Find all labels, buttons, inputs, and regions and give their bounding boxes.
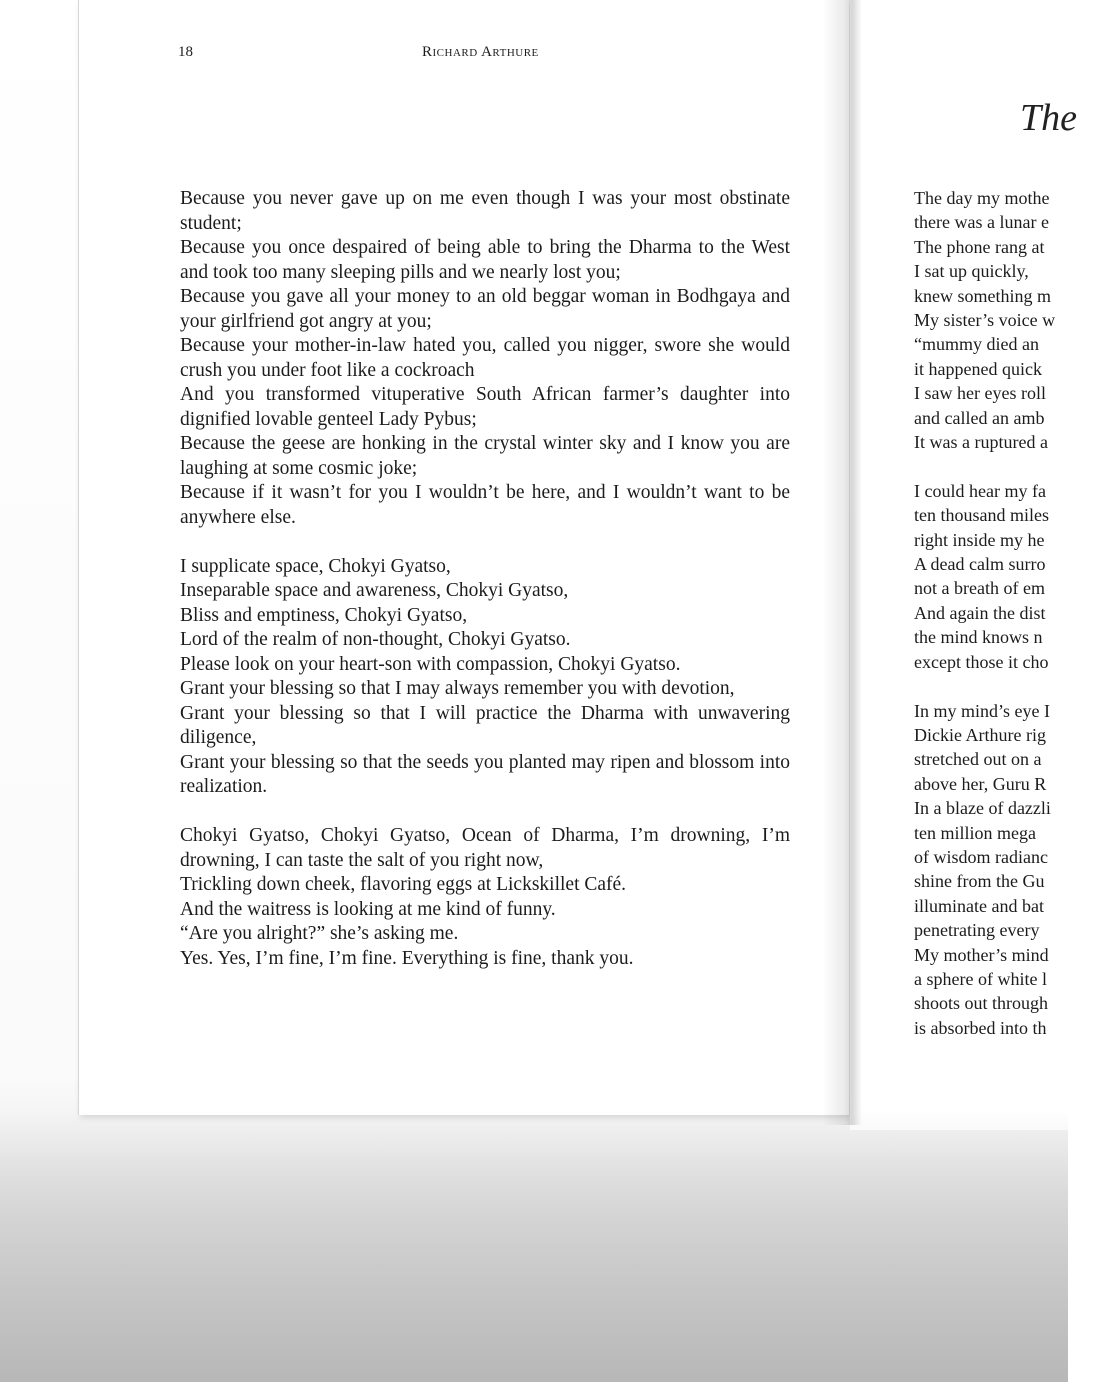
poem-line: shine from the Gu — [914, 871, 1045, 892]
poem-line: not a breath of em — [914, 578, 1045, 599]
stanza-break — [180, 800, 790, 825]
stanza-break — [914, 674, 1114, 698]
poem-line: illuminate and bat — [914, 895, 1044, 916]
poem-line: Because you gave all your money to an old beggar woman in Bodhgaya and your girlfriend got angry at you; — [180, 286, 790, 332]
poem-line: of wisdom radianc — [914, 846, 1048, 867]
poem-line: Because if it wasn’t for you I wouldn’t be here, and I wouldn’t want to be anywhere else. — [180, 482, 790, 528]
poem-line: A dead calm surro — [914, 554, 1046, 575]
poem-line: ten thousand miles — [914, 505, 1049, 526]
poem-line: Because you once despaired of being able to bring the Dharma to the West and took too many sleeping pills and we nearly lost you; — [180, 237, 790, 283]
poem-line: there was a lunar e — [914, 212, 1049, 233]
poem-line: Grant your blessing so that the seeds you planted may ripen and blossom into realization. — [180, 751, 790, 797]
poem-line: a sphere of white l — [914, 968, 1047, 989]
poem-line: Inseparable space and awareness, Chokyi Gyatso, — [180, 580, 569, 601]
poem-line: except those it cho — [914, 651, 1049, 672]
poem-line: The day my mothe — [914, 188, 1050, 208]
page-number: 18 — [178, 44, 193, 60]
poem-line: Dickie Arthure rig — [914, 724, 1046, 745]
right-page-body — [914, 186, 1114, 1040]
poem-line: it happened quick — [914, 358, 1042, 379]
book-gutter — [822, 0, 862, 1125]
poem-line: penetrating every — [914, 920, 1040, 941]
poem-line: My mother’s mind — [914, 944, 1049, 965]
poem-line: My sister’s voice w — [914, 310, 1056, 331]
poem-line: Chokyi Gyatso, Chokyi Gyatso, Ocean of Dharma, I’m drowning, I’m drowning, I can taste the salt of you right now, — [180, 825, 790, 871]
poem-line: In a blaze of dazzli — [914, 798, 1051, 819]
poem-line: knew something m — [914, 285, 1051, 306]
poem-line: and called an amb — [914, 407, 1045, 428]
poem-line: I could hear my fa — [914, 480, 1046, 501]
poem-line: “Are you alright?” she’s asking me. — [180, 923, 459, 944]
poem-line: Because the geese are honking in the crystal winter sky and I know you are laughing at some cosmic joke; — [180, 433, 790, 479]
poem-line: Yes. Yes, I’m fine, I’m fine. Everything is fine, thank you. — [180, 947, 634, 969]
poem-line: The phone rang at — [914, 236, 1045, 257]
poem-line: Please look on your heart-son with compassion, Chokyi Gyatso. — [180, 653, 681, 675]
poem-line: right inside my he — [914, 529, 1045, 550]
running-head: Richard Arthure — [422, 44, 539, 60]
poem-line: I supplicate space, Chokyi Gyatso, — [180, 555, 451, 577]
poem-line: Because your mother-in-law hated you, called you nigger, swore she would crush you under foot like a cockroach — [180, 335, 790, 381]
stanza-break — [914, 454, 1114, 478]
poem-line: above her, Guru R — [914, 773, 1047, 794]
poem-line: In my mind’s eye I — [914, 700, 1050, 721]
poem-line: Bliss and emptiness, Chokyi Gyatso, — [180, 604, 468, 626]
poem-body — [180, 187, 790, 971]
poem-line: Because you never gave up on me even though I was your most obstinate student; — [180, 188, 790, 234]
poem-line: shoots out through — [914, 993, 1049, 1014]
poem-line: “mummy died an — [914, 334, 1039, 355]
poem-line: Grant your blessing so that I may always remember you with devotion, — [180, 678, 735, 699]
right-page-title: The — [1020, 97, 1077, 139]
poem-line: is absorbed into th — [914, 1017, 1047, 1038]
poem-line: I sat up quickly, — [914, 261, 1029, 282]
poem-line: Lord of the realm of non-thought, Chokyi Gyatso. — [180, 629, 571, 650]
poem-line: And you transformed vituperative South African farmer’s daughter into dignified lovable genteel Lady Pybus; — [180, 384, 790, 430]
poem-line: stretched out on a — [914, 749, 1042, 770]
poem-line: ten million mega — [914, 822, 1036, 843]
scan-shadow — [0, 1110, 1068, 1382]
stanza-break — [180, 530, 790, 555]
poem-line: I saw her eyes roll — [914, 383, 1046, 404]
poem-line: And again the dist — [914, 602, 1046, 623]
poem-line: And the waitress is looking at me kind of funny. — [180, 898, 556, 920]
poem-line: the mind knows n — [914, 627, 1043, 648]
poem-line: Grant your blessing so that I will practice the Dharma with unwavering diligence, — [180, 702, 790, 748]
poem-line: Trickling down cheek, flavoring eggs at Lickskillet Café. — [180, 874, 627, 895]
poem-line: It was a ruptured a — [914, 432, 1048, 453]
